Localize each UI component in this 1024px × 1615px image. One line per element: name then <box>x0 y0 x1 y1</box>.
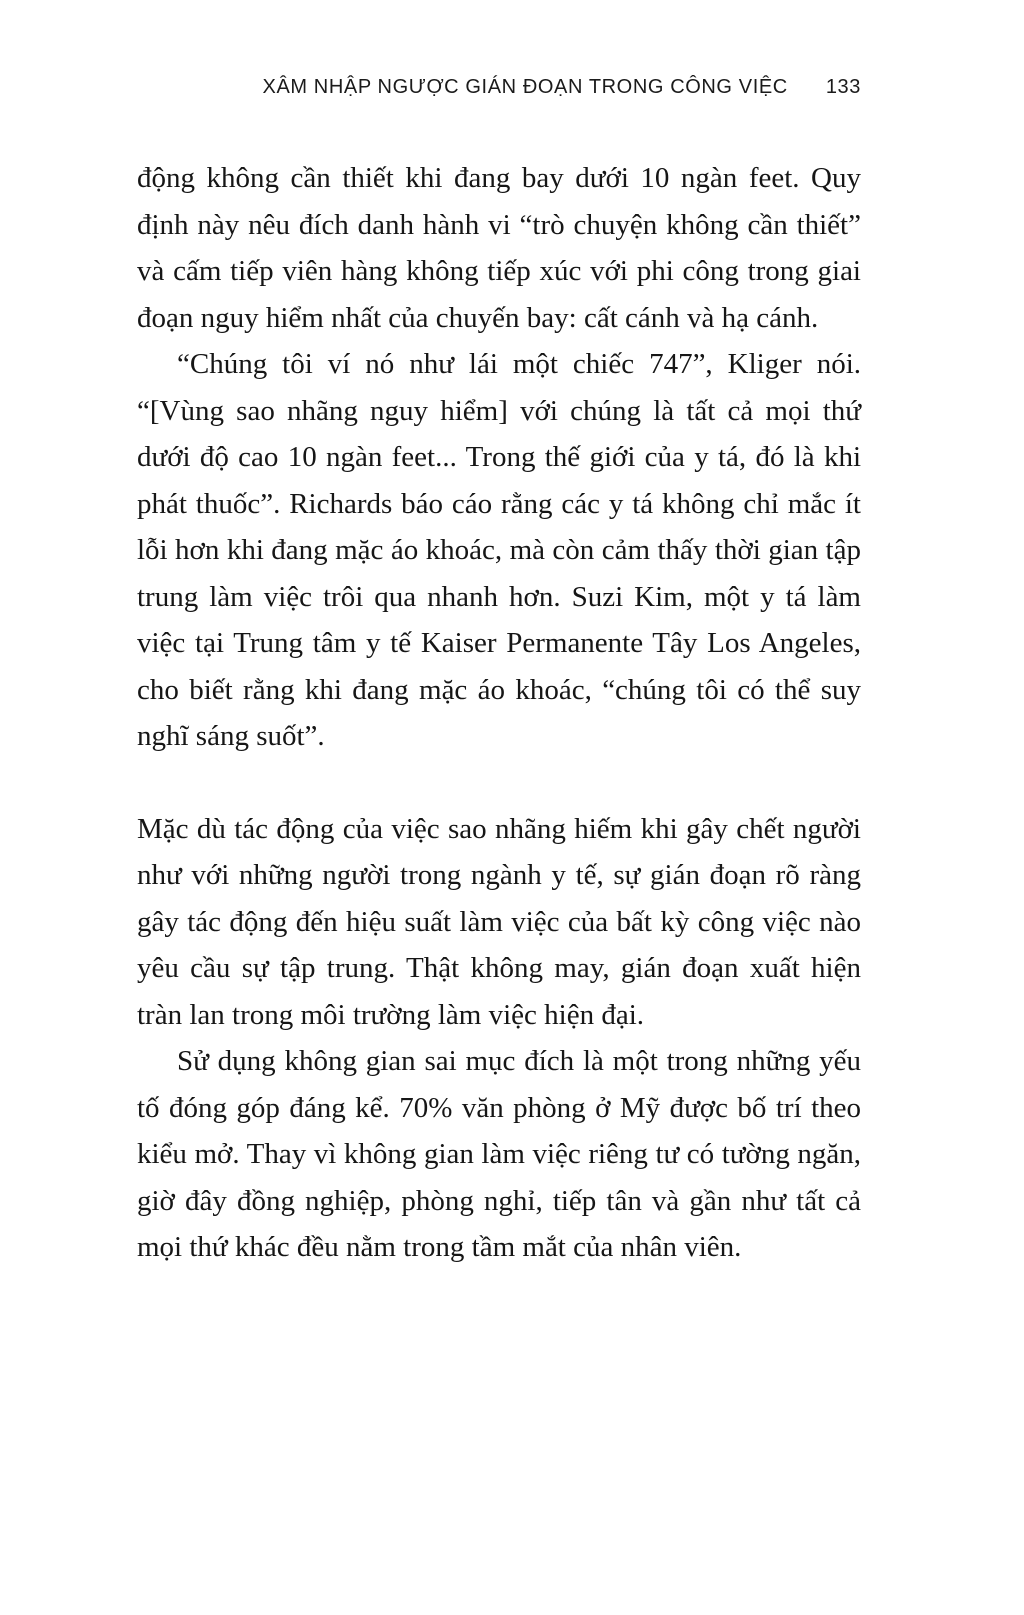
paragraph-3: Mặc dù tác động của việc sao nhãng hiếm khi gây chết người như với những người trong ngành y tế, sự gián đoạn rõ ràng gây tác động đến hiệu suất làm việc của bất kỳ công việc nào yêu cầu sự tập trung. Thật không may, gián đoạn xuất hiện tràn lan trong môi trường làm việc hiện đại. <box>137 812 861 1031</box>
paragraph-2: “Chúng tôi ví nó như lái một chiếc 747”, Kliger nói. “[Vùng sao nhãng nguy hiểm] với chúng là tất cả mọi thứ dưới độ cao 10 ngàn feet... Trong thế giới của y tá, đó là khi phát thuốc”. Richards báo cáo rằng các y tá không chỉ mắc ít lỗi hơn khi đang mặc áo khoác, mà còn cảm thấy thời gian tập trung làm việc trôi qua nhanh hơn. Suzi Kim, một y tá làm việc tại Trung tâm y tế Kaiser Permanente Tây Los Angeles, cho biết rằng khi đang mặc áo khoác, “chúng tôi có thể suy nghĩ sáng suốt”. <box>137 348 861 752</box>
paragraph-1: động không cần thiết khi đang bay dưới 10 ngàn feet. Quy định này nêu đích danh hành vi “trò chuyện không cần thiết” và cấm tiếp viên hàng không tiếp xúc với phi công trong giai đoạn nguy hiểm nhất của chuyến bay: cất cánh và hạ cánh. <box>137 162 861 334</box>
paragraph-4: Sử dụng không gian sai mục đích là một trong những yếu tố đóng góp đáng kể. 70% văn phòng ở Mỹ được bố trí theo kiểu mở. Thay vì không gian làm việc riêng tư có tường ngăn, giờ đây đồng nghiệp, phòng nghỉ, tiếp tân và gần như tất cả mọi thứ khác đều nằm trong tầm mắt của nhân viên. <box>137 1045 861 1263</box>
body-text <box>137 155 861 1271</box>
running-header-title: XÂM NHẬP NGƯỢC GIÁN ĐOẠN TRONG CÔNG VIỆC <box>262 76 788 98</box>
running-header <box>137 76 861 99</box>
page-number: 133 <box>825 76 861 98</box>
